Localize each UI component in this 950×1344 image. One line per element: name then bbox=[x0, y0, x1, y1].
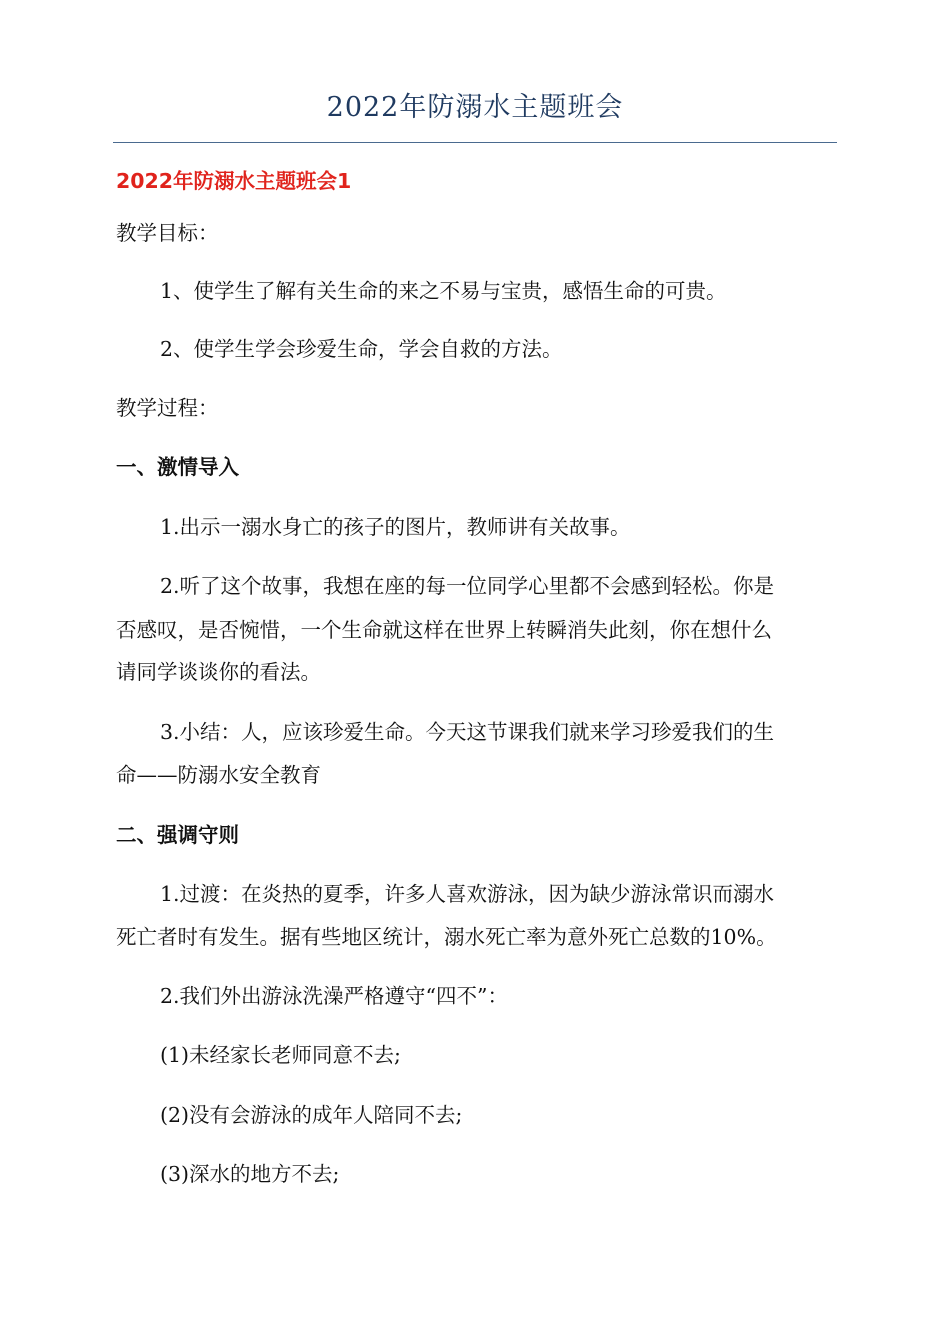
paragraph-goal-1: 1、使学生了解有关生命的来之不易与宝贵，感悟生命的可贵。 bbox=[160, 279, 727, 303]
paragraph-rules-2: 2.我们外出游泳洗澡严格遵守“四不”： bbox=[160, 984, 509, 1008]
paragraph-process-label: 教学过程： bbox=[116, 396, 219, 420]
paragraph-intro-1: 1.出示一溺水身亡的孩子的图片，教师讲有关故事。 bbox=[160, 515, 631, 539]
title-divider bbox=[113, 142, 837, 143]
list-item-rule-2: (2)没有会游泳的成年人陪同不去; bbox=[160, 1103, 463, 1127]
document-title: 2022年防溺水主题班会 bbox=[326, 92, 624, 123]
subheading-intro: 一、激情导入 bbox=[116, 455, 239, 479]
list-item-rule-1: (1)未经家长老师同意不去; bbox=[160, 1043, 401, 1067]
paragraph-intro-3-line-2: 命——防溺水安全教育 bbox=[116, 763, 321, 787]
list-item-rule-3: (3)深水的地方不去; bbox=[160, 1162, 340, 1186]
paragraph-intro-2-line-3: 请同学谈谈你的看法。 bbox=[116, 660, 321, 684]
paragraph-rules-1-line-2: 死亡者时有发生。据有些地区统计，溺水死亡率为意外死亡总数的10%。 bbox=[116, 925, 777, 949]
subheading-rules: 二、强调守则 bbox=[116, 823, 239, 847]
paragraph-teaching-goals-label: 教学目标： bbox=[116, 221, 219, 245]
paragraph-rules-1-line-1: 1.过渡：在炎热的夏季，许多人喜欢游泳，因为缺少游泳常识而溺水 bbox=[160, 882, 775, 906]
section-heading: 2022年防溺水主题班会1 bbox=[116, 169, 352, 193]
paragraph-intro-2-line-2: 否感叹，是否惋惜，一个生命就这样在世界上转瞬消失此刻，你在想什么 bbox=[116, 618, 772, 642]
paragraph-goal-2: 2、使学生学会珍爱生命，学会自救的方法。 bbox=[160, 337, 563, 361]
paragraph-intro-2-line-1: 2.听了这个故事，我想在座的每一位同学心里都不会感到轻松。你是 bbox=[160, 574, 775, 598]
paragraph-intro-3-line-1: 3.小结：人，应该珍爱生命。今天这节课我们就来学习珍爱我们的生 bbox=[160, 720, 775, 744]
